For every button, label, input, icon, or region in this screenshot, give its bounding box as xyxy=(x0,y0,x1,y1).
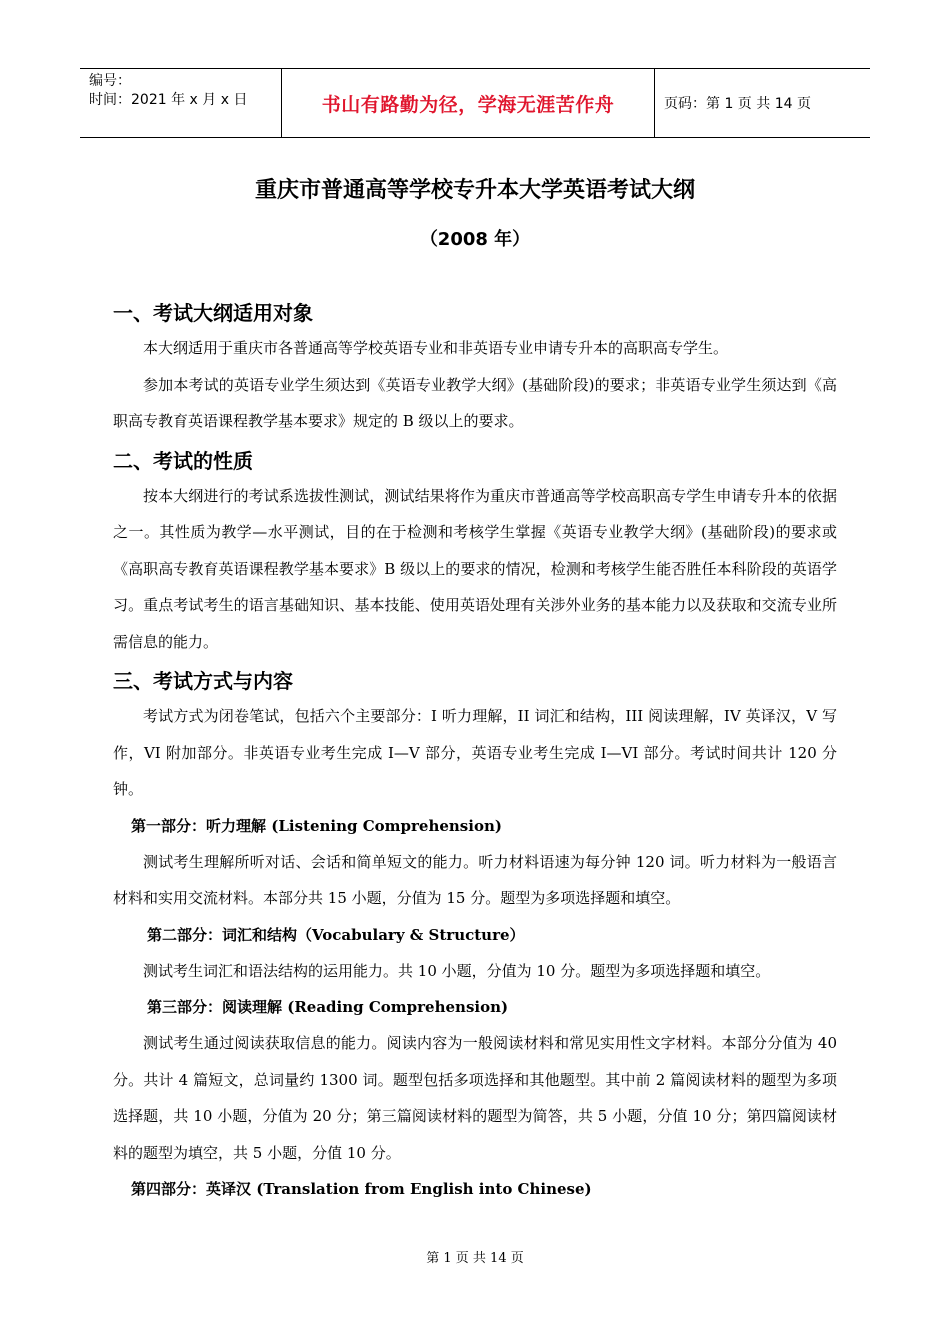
paragraph: 测试考生理解所听对话、会话和简单短文的能力。听力材料语速为每分钟 120 词。听力材料为一般语言材料和实用交流材料。本部分共 15 小题，分值为 15 分。题型为多项选择题和填空。 xyxy=(113,852,837,907)
date-line: 时间：2021 年 x 月 x 日 xyxy=(89,92,248,108)
paragraph: 测试考生通过阅读获取信息的能力。阅读内容为一般阅读材料和常见实用性文字材料。本部分分值为 40 分。共计 4 篇短文，总词量约 1300 词。题型包括多项选择和其他题型。其中前 2 篇阅读材料的题型为多项选择题，共 10 小题，分值为 20 分；第三篇阅读材料的题型为简答，共 5 小题，分值 10 分；第四篇阅读材料的题型为填空，共 5 小题，分值 10 分。 xyxy=(113,1034,837,1162)
paragraph: 参加本考试的英语专业学生须达到《英语专业教学大纲》(基础阶段)的要求；非英语专业学生须达到《高职高专教育英语课程教学基本要求》规定的 B 级以上的要求。 xyxy=(113,375,837,430)
document-title: 重庆市普通高等学校专升本大学英语考试大纲 xyxy=(254,178,695,203)
paragraph: 考试方式为闭卷笔试，包括六个主要部分：I 听力理解，II 词汇和结构，III 阅读理解，IV 英译汉，V 写作，VI 附加部分。非英语专业考生完成 I—V 部分，英语专业考生完成 I—VI 部分。考试时间共计 120 分钟。 xyxy=(113,707,837,798)
doc-number-label: 编号： xyxy=(89,73,131,89)
paragraph: 按本大纲进行的考试系选拔性测试，测试结果将作为重庆市普通高等学校高职高专学生申请专升本的依据之一。其性质为教学—水平测试，目的在于检测和考核学生掌握《英语专业教学大纲》(基础阶段)的要求或《高职高专教育英语课程教学基本要求》B 级以上的要求的情况，检测和考核学生能否胜任本科阶段的英语学习。重点考试考生的语言基础知识、基本技能、使用英语处理有关涉外业务的基本能力以及获取和交流专业所需信息的能力。 xyxy=(113,486,837,651)
page-footer: 第 1 页 共 14 页 xyxy=(426,1251,524,1266)
section-heading-2: 二、考试的性质 xyxy=(113,448,253,473)
paragraph: 本大纲适用于重庆市各普通高等学校英语专业和非英语专业申请专升本的高职高专学生。 xyxy=(143,339,729,357)
section-heading-3: 三、考试方式与内容 xyxy=(113,669,293,693)
header-page-cell xyxy=(655,69,870,137)
page-info: 页码：第 1 页 共 14 页 xyxy=(664,96,811,112)
header-table xyxy=(80,68,870,138)
document-body xyxy=(113,296,837,1207)
header-left-cell xyxy=(80,69,281,137)
part-heading-translation: 第四部分：英译汉 (Translation from English into Chinese) xyxy=(131,1180,592,1198)
paragraph: 测试考生词汇和语法结构的运用能力。共 10 小题，分值为 10 分。题型为多项选择题和填空。 xyxy=(143,961,771,980)
part-heading-vocabulary: 第二部分：词汇和结构（Vocabulary & Structure） xyxy=(147,925,525,944)
part-heading-listening: 第一部分：听力理解 (Listening Comprehension) xyxy=(131,816,502,835)
header-motto-cell xyxy=(281,69,655,137)
part-heading-reading: 第三部分：阅读理解 (Reading Comprehension) xyxy=(147,998,509,1016)
document-subtitle: （2008 年） xyxy=(419,229,531,250)
motto-text: 书山有路勤为径，学海无涯苦作舟 xyxy=(321,93,615,116)
section-heading-1: 一、考试大纲适用对象 xyxy=(113,301,313,325)
